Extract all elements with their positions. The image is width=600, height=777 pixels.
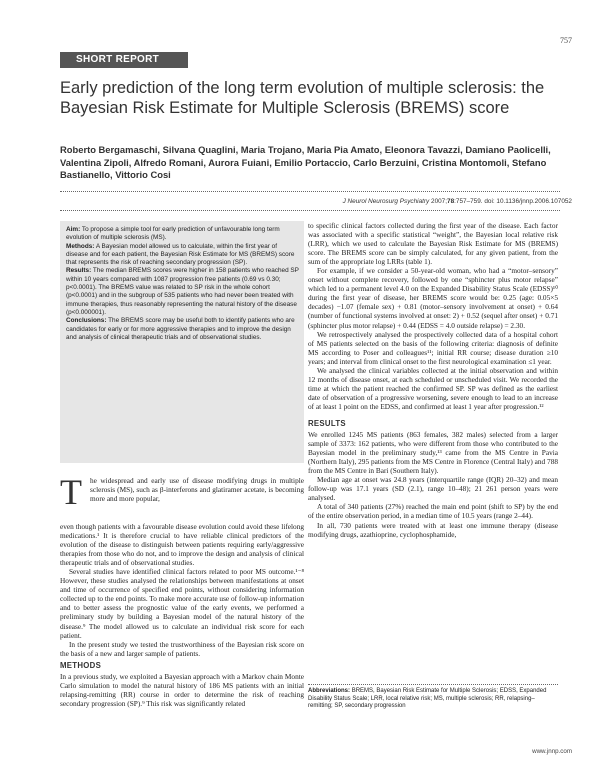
intro-first-lines — [90, 476, 304, 503]
results-paragraph-3: A total of 340 patients (27%) reached the main end point (shift to SP) by the end of the entire observation period, in a median time of 10.5 years (range 2–44). — [308, 502, 558, 521]
methods-paragraph-1: In a previous study, we exploited a Bayesian approach with a Markov chain Monte Carlo simulation to model the natural history of 186 MS patients with an initial relapsing-remitting (RR) course in order to determine the risk of reaching secondary progression (SP).⁹ This risk was significantly related — [60, 671, 304, 708]
intro-paragraph-3: In the present study we tested the trustworthiness of the Bayesian risk score on the basis of a new and larger sample of patients. — [60, 639, 304, 658]
intro-paragraph-1: even though patients with a favourable disease evolution could avoid these lifelong medications.¹ It is therefore crucial to have reliable clinical predictors of the evolution of the disease to distinguish between patients requiring early/aggressive therapies from those who do not, and to improve the design and analysis of clinical therapeutic trials and of observational studies. — [60, 522, 304, 568]
divider-citation — [60, 210, 560, 211]
footer-url: www.jnnp.com — [532, 748, 572, 755]
page-number: 757 — [560, 36, 572, 45]
methods-paragraph-3: We retrospectively analysed the prospectively collected data of a hospital cohort of MS patients selected on the basis of the following criteria: diagnosis of definite MS according to Poser and colleagues¹¹; initial RR course; disease duration ≥10 years; and interval from clinical onset to the first neurological examination ≤1 year. — [308, 329, 558, 366]
section-banner: SHORT REPORT — [60, 52, 188, 68]
abbreviations-label: Abbreviations: — [308, 688, 351, 694]
abbreviations — [308, 688, 558, 711]
abbreviations-text: BREMS, Bayesian Risk Estimate for Multiple Sclerosis; EDSS, Expanded Disability Status Scale; LRR, local relative risk; MS, multiple sclerosis; RR, relapsing–remitting; SP, secondary progression — [308, 688, 547, 710]
citation-journal: J Neurol Neurosurg Psychiatry — [342, 198, 430, 205]
abstract-conclusions — [66, 317, 299, 342]
intro-paragraph-1-start: he widespread and early use of disease modifying drugs in multiple sclerosis (MS), such as β-interferons and glatiramer acetate, is becoming more and more popular, — [90, 476, 304, 504]
methods-paragraph-2: For example, if we consider a 50-year-old woman, who had a “motor–sensory” onset without complete recovery, followed by one “sphincter plus motor relapse” which led to a permanent level 4.0 on the Expanded Disability Status Scale (EDSS)¹⁰ during the first year of disease, her BREMS score would be: 0.25 (age: 0.05×5 decades) −1.07 (female sex) + 0.81 (motor–sensory involvement at onset) + 0.64 (number of functional systems involved at onset: 2) + 0.52 (sequel after onset) + 0.71 (sphincter plus motor relapse) + 0.44 (EDSS = 4.0 outside relapse) = 2.30. — [308, 266, 558, 330]
methods-paragraph-1-cont: to specific clinical factors collected during the first year of the disease. Each factor was associated with a specific statistical “weight”, the Bayesian local relative risk (LRR), which we used to calculate the Bayesian Risk Estimate for MS (BREMS) score. The BREMS score can be simply calculated, for any given patient, from the sum of the appropriate log LRRs (table 1). — [308, 221, 558, 267]
intro-paragraph-2: Several studies have identified clinical factors related to poor MS outcome.¹⁻⁸ However, these studies analysed the relationships between manifestations at onset and time of occurrence of specified end points, without considering information collected up to the end points. To make more accurate use of follow-up information and to better assess the prognostic value of the early events, we performed a preliminary study by building a Bayesian model of the natural history of the disease.⁹ The model allowed us to calculate an individual risk score for each patient. — [60, 567, 304, 640]
drop-cap: T — [60, 472, 82, 512]
citation-year: 2007; — [431, 198, 448, 205]
results-paragraph-1: We enrolled 1245 MS patients (863 females, 382 males) selected from a larger sample of 3373: 162 patients, who were different from those who contributed to the Bayesian model in the preliminary study,¹³ came from the MS Centre in Pavia (Northern Italy), 295 patients from the MS Centre in Florence (Central Italy) and 788 from the MS Centre in Bari (Southern Italy). — [308, 430, 558, 476]
abstract-methods-label: Methods: — [66, 242, 95, 250]
abstract-aim-label: Aim: — [66, 226, 81, 233]
abstract-methods-text: A Bayesian model allowed us to calculate, within the first year of disease and for each patient, the Bayesian Risk Estimate for MS (BREMS) score that represents the risk of reaching secondary progression (SP). — [66, 242, 295, 267]
results-paragraph-4: In all, 730 patients were treated with at least one immune therapy (disease modifying drugs, azathioprine, cyclophosphamide, — [308, 520, 558, 539]
abstract-methods — [66, 243, 299, 268]
author-list: Roberto Bergamaschi, Silvana Quaglini, Maria Trojano, Maria Pia Amato, Eleonora Tavazzi, Damiano Paolicelli, Valentina Zipoli, Alfredo Romani, Aurora Fuiani, Emilio Portaccio, Carlo Berzuini, Cristina Montomoli, Stefano Bastianello, Vittorio Cosi — [60, 144, 551, 180]
results-heading: RESULTS — [308, 418, 346, 428]
abstract-aim — [66, 226, 299, 243]
abstract-box — [60, 221, 304, 463]
citation-pages: :757–759. doi: 10.1136/jnnp.2006.107052 — [454, 198, 572, 205]
abstract-results-text: The median BREMS scores were higher in 158 patients who reached SP within 10 years compared with 1087 progression free patients (0.69 vs 0.30; p<0.0001). The BREMS value was related to SP risk in the whole cohort (p<0.0001) and in the subgroup of 535 patients who had never been treated with immune therapies, thus reasonably representing the natural history of the disease (p<0.000001). — [66, 267, 299, 316]
citation — [343, 198, 572, 205]
left-column-body — [60, 522, 304, 708]
right-column-body — [308, 221, 558, 539]
divider-top — [60, 191, 560, 192]
citation-volume: 78 — [447, 198, 455, 205]
divider-abbreviations — [308, 684, 558, 685]
methods-heading: METHODS — [60, 660, 102, 670]
results-paragraph-2: Median age at onset was 24.8 years (interquartile range (IQR) 20–32) and mean follow-up was 17.1 years (SD (2.1), range 10–48); 21 261 person years were analysed. — [308, 475, 558, 503]
methods-paragraph-4: We analysed the clinical variables collected at the initial observation and within 12 months of disease onset, at each scheduled or unscheduled visit. We recorded the time at which the patient reached the confirmed SP. SP was defined as the earliest date of observation of a progressive worsening, severe enough to lead to an increase of at least 1 point on the EDSS, and confirmed at least 1 year after progression.¹² — [308, 365, 558, 411]
abstract-conclusions-text: The BREMS score may be useful both to identify patients who are candidates for early or for more aggressive therapies and to improve the design and analysis of clinical therapeutic trials and of observational studies. — [66, 317, 295, 341]
abstract-results-label: Results: — [66, 267, 92, 275]
abstract-results — [66, 267, 299, 317]
abstract-conclusions-label: Conclusions: — [66, 317, 107, 325]
article-title: Early prediction of the long term evolution of multiple sclerosis: the Bayesian Risk Estimate for Multiple Sclerosis (BREMS) score — [60, 79, 545, 117]
abstract-aim-text: To propose a simple tool for early prediction of unfavourable long term evolution of multiple sclerosis (MS). — [66, 226, 280, 242]
